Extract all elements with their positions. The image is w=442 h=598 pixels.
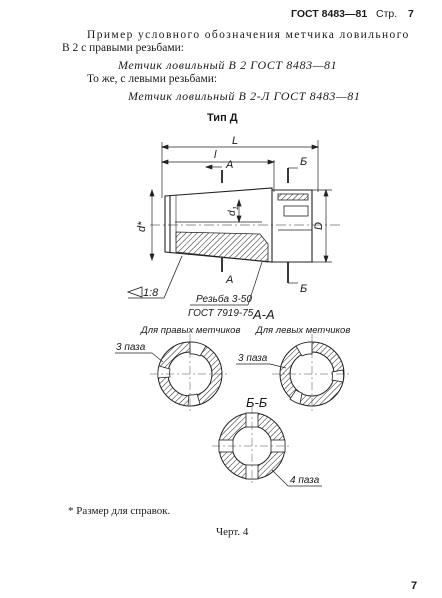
- page-label: Стр.: [376, 8, 398, 20]
- section-bb-title: Б-Б: [246, 395, 268, 410]
- section-a-top-label: А: [226, 159, 234, 171]
- dim-l-label: l: [214, 149, 217, 161]
- shank-slots: [278, 194, 312, 230]
- caption-right-taps: Для правых метчиков: [141, 325, 241, 336]
- section-b-top-label: Б: [300, 156, 308, 168]
- slots-4-label: 4 паза: [290, 475, 320, 486]
- section-bb-view: [212, 406, 292, 486]
- thread-note-2: ГОСТ 7919-75: [188, 308, 254, 319]
- designation-right: Метчик ловильный В 2 ГОСТ 8483—81: [118, 58, 338, 72]
- dim-l: [162, 160, 274, 192]
- slots-3-right-label: 3 паза: [238, 353, 268, 364]
- footnote: * Размер для справок.: [68, 505, 171, 517]
- dim-D-label: D: [313, 222, 325, 230]
- dim-d-star-label: d*: [136, 221, 148, 232]
- standard-number: ГОСТ 8483—81: [291, 8, 368, 20]
- section-b-bottom-label: Б: [300, 283, 308, 295]
- dim-L-label: L: [232, 135, 239, 147]
- footer-page-number: 7: [411, 580, 418, 592]
- designation-left: Метчик ловильный В 2-Л ГОСТ 8483—81: [128, 89, 361, 103]
- example-line-2: В 2 с правыми резьбами:: [62, 42, 184, 54]
- page-number: 7: [408, 8, 414, 20]
- figure-caption: Черт. 4: [216, 526, 249, 538]
- caption-left-taps: Для левых метчиков: [256, 325, 351, 336]
- dim-d1-sub: 1: [233, 206, 240, 210]
- section-aa-left-view: [272, 334, 352, 414]
- type-title: Тип Д: [207, 112, 238, 124]
- section-a-bottom-label: А: [226, 274, 234, 286]
- section-aa-title: А-А: [253, 307, 275, 322]
- slots-3-left-label: 3 паза: [116, 342, 146, 353]
- example-line-3: То же, с левыми резьбами:: [87, 73, 218, 85]
- dim-d1-label: d: [227, 210, 238, 216]
- example-line-1: Пример условного обозначения метчика ловильного: [87, 29, 410, 41]
- thread-note-1: Резьба 3-50: [196, 294, 252, 305]
- dim-L: [162, 140, 318, 198]
- section-aa-right-view: [150, 334, 230, 414]
- taper-label: 1:8: [143, 287, 159, 299]
